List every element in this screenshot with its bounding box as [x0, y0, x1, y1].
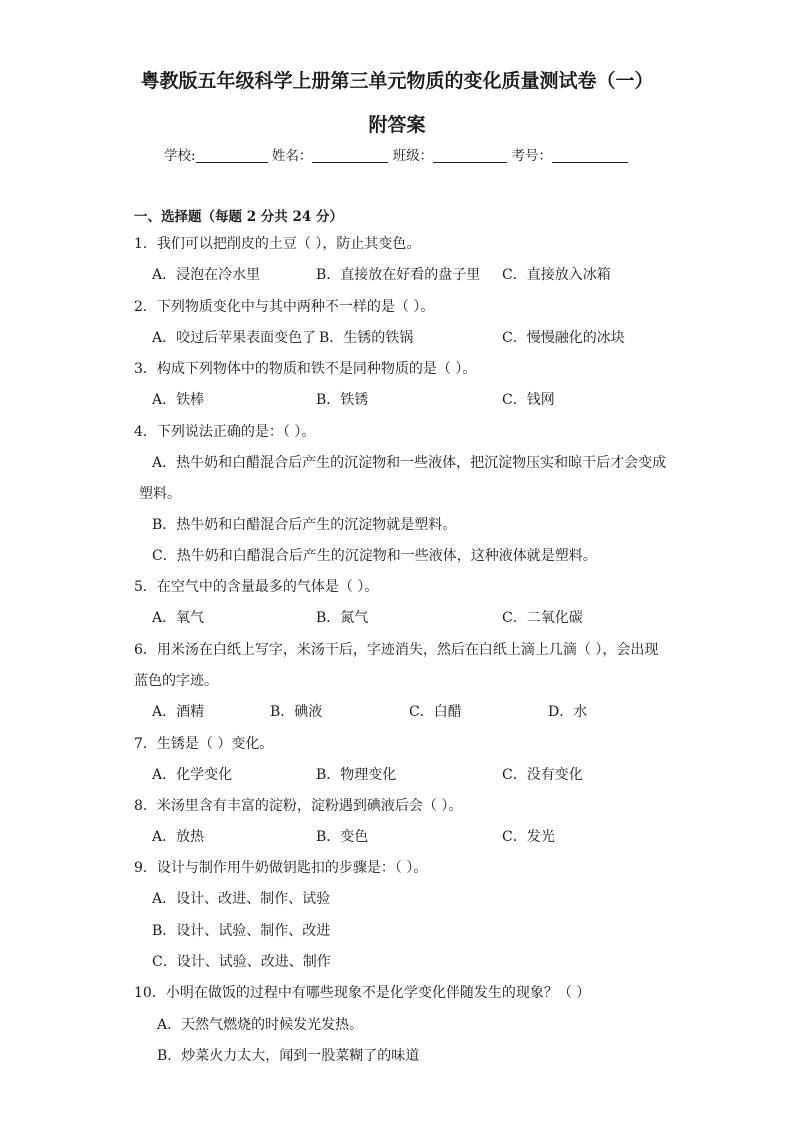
option-a[interactable]: A．放热	[152, 829, 205, 845]
option-a-continued: 塑料。	[139, 486, 181, 502]
option-a[interactable]: A．化学变化	[152, 767, 233, 783]
option-d[interactable]: D．水	[548, 704, 588, 720]
option-b[interactable]: B．生锈的铁锅	[319, 330, 414, 346]
school-label: 学校:	[164, 148, 196, 164]
question-stem: 2．下列物质变化中与其中两种不一样的是（ ）。	[134, 299, 435, 315]
number-blank[interactable]	[552, 148, 628, 163]
option-c[interactable]: C．发光	[502, 829, 555, 845]
question-stem: 5．在空气中的含量最多的气体是（ ）。	[134, 579, 379, 595]
option-b[interactable]: B．直接放在好看的盘子里	[316, 267, 481, 283]
option-a[interactable]: A．浸泡在冷水里	[152, 267, 261, 283]
option-c[interactable]: C．白醋	[409, 704, 462, 720]
school-blank[interactable]	[196, 148, 268, 163]
option-b[interactable]: B．变色	[316, 829, 369, 845]
name-blank[interactable]	[312, 148, 388, 163]
class-label: 班级：	[392, 148, 434, 164]
option-a[interactable]: A．设计、改进、制作、试验	[152, 891, 331, 907]
question-stem: 3．构成下列物体中的物质和铁不是同种物质的是（ ）。	[134, 361, 477, 377]
option-c[interactable]: C．慢慢融化的冰块	[502, 330, 625, 346]
option-a[interactable]: A．热牛奶和白醋混合后产生的沉淀物和一些液体，把沉淀物压实和晾干后才会变成	[152, 455, 667, 471]
option-b[interactable]: B．炒菜火力太大，闻到一股菜糊了的味道	[157, 1048, 420, 1064]
student-info-row	[164, 144, 628, 164]
exam-title: 粤教版五年级科学上册第三单元物质的变化质量测试卷（一）	[140, 70, 654, 92]
number-label: 考号：	[511, 148, 552, 164]
option-c[interactable]: C．二氧化碳	[502, 610, 583, 626]
question-stem-continued: 蓝色的字迹。	[134, 673, 218, 689]
option-b[interactable]: B．物理变化	[316, 767, 397, 783]
class-blank[interactable]	[433, 148, 507, 163]
option-c[interactable]: C．热牛奶和白醋混合后产生的沉淀物和一些液体，这种液体就是塑料。	[152, 548, 597, 564]
option-a[interactable]: A．铁棒	[152, 392, 205, 408]
option-b[interactable]: B．铁锈	[316, 392, 369, 408]
section-heading: 一、选择题（每题 2 分共 24 分）	[134, 209, 343, 225]
question-stem: 7．生锈是（ ）变化。	[134, 736, 274, 752]
option-c[interactable]: C．没有变化	[502, 767, 583, 783]
question-stem: 10．小明在做饭的过程中有哪些现象不是化学变化伴随发生的现象？（ ）	[134, 985, 591, 1001]
option-b[interactable]: B．碘液	[270, 704, 323, 720]
question-stem: 6．用米汤在白纸上写字，米汤干后，字迹消失，然后在白纸上滴上几滴（ ），会出现	[134, 642, 659, 658]
question-stem: 4．下列说法正确的是：（ ）。	[134, 424, 316, 440]
option-b[interactable]: B．热牛奶和白醋混合后产生的沉淀物就是塑料。	[152, 517, 457, 533]
option-b[interactable]: B．氮气	[316, 610, 369, 626]
option-a[interactable]: A．酒精	[152, 704, 205, 720]
name-label: 姓名：	[271, 148, 313, 164]
question-stem: 9．设计与制作用牛奶做钥匙扣的步骤是：（ ）。	[134, 860, 428, 876]
question-stem: 8．米汤里含有丰富的淀粉，淀粉遇到碘液后会（ ）。	[134, 798, 463, 814]
option-a[interactable]: A．天然气燃烧的时候发光发热。	[157, 1017, 364, 1033]
question-stem: 1．我们可以把削皮的土豆（ ），防止其变色。	[134, 236, 421, 252]
option-c[interactable]: C．直接放入冰箱	[502, 267, 611, 283]
exam-subtitle: 附答案	[368, 114, 426, 136]
option-b[interactable]: B．设计、试验、制作、改进	[152, 923, 331, 939]
option-c[interactable]: C．设计、试验、改进、制作	[152, 954, 331, 970]
option-a[interactable]: A．咬过后苹果表面变色了	[152, 330, 317, 346]
option-a[interactable]: A．氧气	[152, 610, 205, 626]
option-c[interactable]: C．钱网	[502, 392, 555, 408]
